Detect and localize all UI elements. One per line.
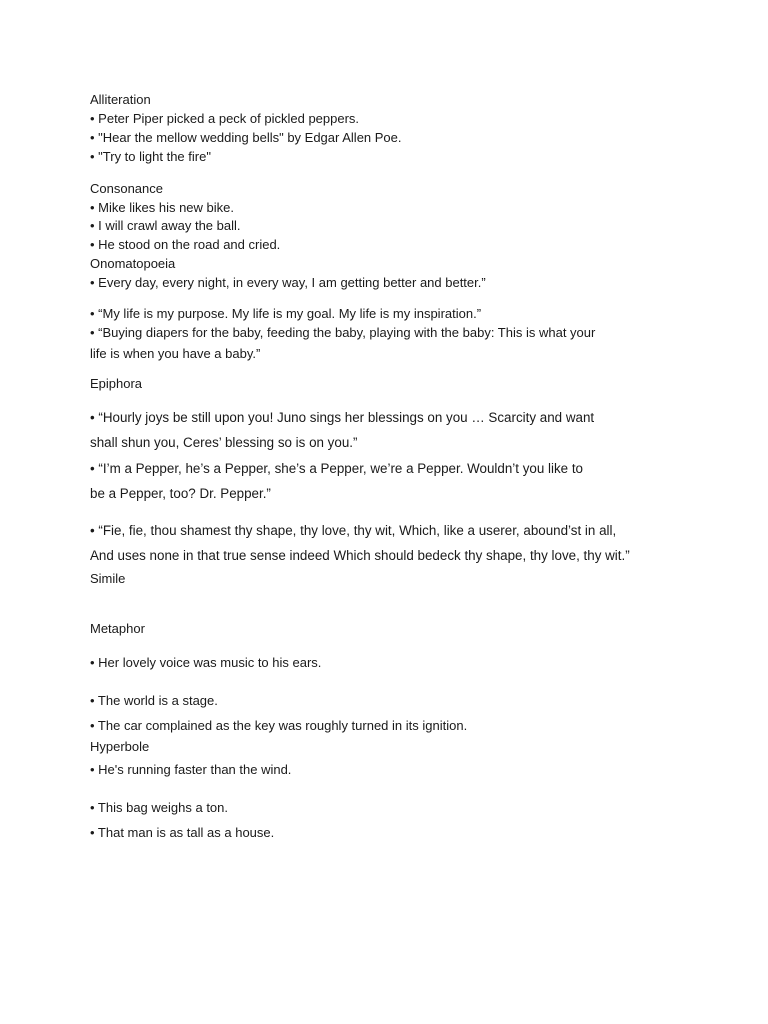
list-item: • “I’m a Pepper, he’s a Pepper, she’s a Pepper, we’re a Pepper. Wouldn’t you like to xyxy=(90,461,583,476)
heading-consonance: Consonance xyxy=(90,181,163,196)
list-item: • “Hourly joys be still upon you! Juno sings her blessings on you … Scarcity and want xyxy=(90,410,595,425)
list-item: • “Fie, fie, thou shamest thy shape, thy love, thy wit, Which, like a userer, abound’st in all, xyxy=(90,523,617,538)
list-item: • I will crawl away the ball. xyxy=(90,218,241,233)
list-item: • The car complained as the key was roughly turned in its ignition. xyxy=(90,718,468,733)
list-item: • He stood on the road and cried. xyxy=(90,237,281,252)
list-item: • He's running faster than the wind. xyxy=(90,762,292,777)
list-item: • "Try to light the fire" xyxy=(90,149,211,164)
list-item: • Peter Piper picked a peck of pickled peppers. xyxy=(90,111,360,126)
list-item: • That man is as tall as a house. xyxy=(90,825,275,840)
heading-epiphora: Epiphora xyxy=(90,376,143,391)
list-item: shall shun you, Ceres’ blessing so is on you.” xyxy=(90,435,358,450)
heading-alliteration: Alliteration xyxy=(90,92,151,107)
list-item: • “Buying diapers for the baby, feeding the baby, playing with the baby: This is what your xyxy=(90,325,596,340)
list-item: • “My life is my purpose. My life is my goal. My life is my inspiration.” xyxy=(90,306,482,321)
list-item: • Mike likes his new bike. xyxy=(90,200,234,215)
heading-simile: Simile xyxy=(90,571,126,586)
list-item: • Her lovely voice was music to his ears. xyxy=(90,655,322,670)
heading-hyperbole: Hyperbole xyxy=(90,739,150,754)
list-item: And uses none in that true sense indeed Which should bedeck thy shape, thy love, thy wit.” xyxy=(90,548,630,563)
list-item: life is when you have a baby.” xyxy=(90,346,261,361)
list-item: • The world is a stage. xyxy=(90,693,218,708)
heading-onomatopoeia: Onomatopoeia xyxy=(90,256,176,271)
list-item: • Every day, every night, in every way, I am getting better and better.” xyxy=(90,275,486,290)
list-item: • This bag weighs a ton. xyxy=(90,800,229,815)
list-item: be a Pepper, too? Dr. Pepper.” xyxy=(90,486,271,501)
list-item: • "Hear the mellow wedding bells" by Edgar Allen Poe. xyxy=(90,130,402,145)
heading-metaphor: Metaphor xyxy=(90,621,145,636)
